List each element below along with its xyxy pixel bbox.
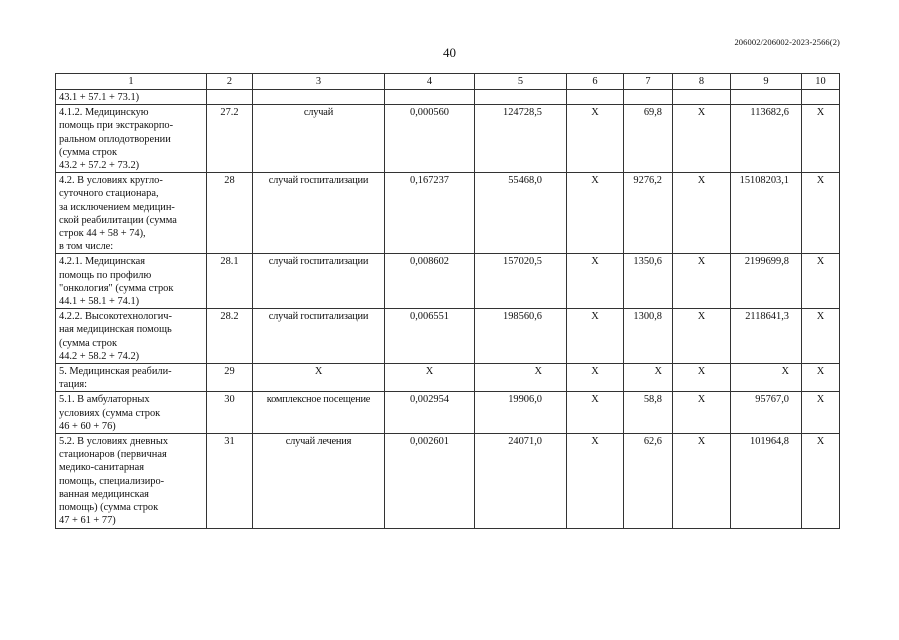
value-cell: 55468,0 [475,173,567,254]
table-row [56,309,840,364]
value-cell: X [385,364,475,392]
table-row [56,90,840,105]
document-code: 206002/206002-2023-2566(2) [734,37,840,47]
row-label-cell: 4.1.2. Медицинскую помощь при экстракорпо- ральном оплодотворении (сумма строк 43.2 + 57.2 + 73.2) [56,105,207,173]
table-row [56,434,840,528]
row-number-cell: 27.2 [207,105,253,173]
value-cell: X [802,392,840,434]
row-number-cell: 29 [207,364,253,392]
unit-cell: случай госпитализации [253,309,385,364]
value-cell: 0,002954 [385,392,475,434]
value-cell: 69,8 [624,105,673,173]
value-cell: 1350,6 [624,254,673,309]
value-cell: X [673,254,731,309]
column-header: 10 [802,74,840,90]
row-number-cell: 28.2 [207,309,253,364]
unit-cell: X [253,364,385,392]
value-cell: 0,002601 [385,434,475,528]
unit-cell: комплексное посещение [253,392,385,434]
data-table [55,73,840,529]
row-label-cell: 43.1 + 57.1 + 73.1) [56,90,207,105]
value-cell: X [567,254,624,309]
value-cell: X [802,434,840,528]
value-cell: 0,167237 [385,173,475,254]
row-label-cell: 4.2. В условиях кругло- суточного стационара, за исключением медицин- ской реабилитации (сумма строк 44 + 58 + 74), в том числе: [56,173,207,254]
row-label-cell: 5.1. В амбулаторных условиях (сумма строк 46 + 60 + 76) [56,392,207,434]
column-header: 2 [207,74,253,90]
value-cell: 113682,6 [731,105,802,173]
header-row [56,74,840,90]
unit-cell [253,90,385,105]
value-cell: X [673,364,731,392]
row-number-cell: 28.1 [207,254,253,309]
column-header: 1 [56,74,207,90]
unit-cell: случай лечения [253,434,385,528]
table-row [56,173,840,254]
unit-cell: случай госпитализации [253,173,385,254]
value-cell: 15108203,1 [731,173,802,254]
value-cell: X [802,254,840,309]
value-cell: 0,008602 [385,254,475,309]
page-number: 40 [443,45,456,60]
column-header: 8 [673,74,731,90]
value-cell: X [802,309,840,364]
value-cell: X [567,364,624,392]
value-cell: 0,000560 [385,105,475,173]
value-cell [475,90,567,105]
value-cell: 24071,0 [475,434,567,528]
value-cell: 9276,2 [624,173,673,254]
table-row [56,364,840,392]
value-cell: X [673,392,731,434]
value-cell [802,90,840,105]
table-row [56,105,840,173]
unit-cell: случай [253,105,385,173]
value-cell: 19906,0 [475,392,567,434]
value-cell: X [802,364,840,392]
value-cell: 62,6 [624,434,673,528]
value-cell [567,90,624,105]
row-label-cell: 4.2.1. Медицинская помощь по профилю "онкология" (сумма строк 44.1 + 58.1 + 74.1) [56,254,207,309]
value-cell: X [567,105,624,173]
value-cell: 1300,8 [624,309,673,364]
row-label-cell: 5. Медицинская реабили- тация: [56,364,207,392]
value-cell: 58,8 [624,392,673,434]
value-cell [731,90,802,105]
table-row [56,254,840,309]
row-number-cell [207,90,253,105]
row-number-cell: 31 [207,434,253,528]
value-cell: 95767,0 [731,392,802,434]
row-number-cell: 28 [207,173,253,254]
row-label-cell: 4.2.2. Высокотехнологич- ная медицинская помощь (сумма строк 44.2 + 58.2 + 74.2) [56,309,207,364]
table-row [56,392,840,434]
column-header: 7 [624,74,673,90]
value-cell: X [624,364,673,392]
value-cell [673,90,731,105]
value-cell: X [567,309,624,364]
value-cell: X [475,364,567,392]
value-cell: X [673,105,731,173]
value-cell: X [802,173,840,254]
value-cell: 124728,5 [475,105,567,173]
value-cell: X [673,309,731,364]
column-header: 5 [475,74,567,90]
value-cell: X [567,392,624,434]
column-header: 9 [731,74,802,90]
value-cell: X [802,105,840,173]
column-header: 3 [253,74,385,90]
column-header: 4 [385,74,475,90]
value-cell: 0,006551 [385,309,475,364]
value-cell: X [673,173,731,254]
value-cell: 2199699,8 [731,254,802,309]
value-cell: X [567,173,624,254]
row-number-cell: 30 [207,392,253,434]
value-cell [624,90,673,105]
column-header: 6 [567,74,624,90]
value-cell: 101964,8 [731,434,802,528]
unit-cell: случай госпитализации [253,254,385,309]
value-cell: 198560,6 [475,309,567,364]
value-cell: X [567,434,624,528]
value-cell: 157020,5 [475,254,567,309]
value-cell: X [673,434,731,528]
value-cell [385,90,475,105]
value-cell: 2118641,3 [731,309,802,364]
row-label-cell: 5.2. В условиях дневных стационаров (первичная медико-санитарная помощь, специализиро- ванная медицинская помощь) (сумма строк 47 + 61 + 77) [56,434,207,528]
value-cell: X [731,364,802,392]
